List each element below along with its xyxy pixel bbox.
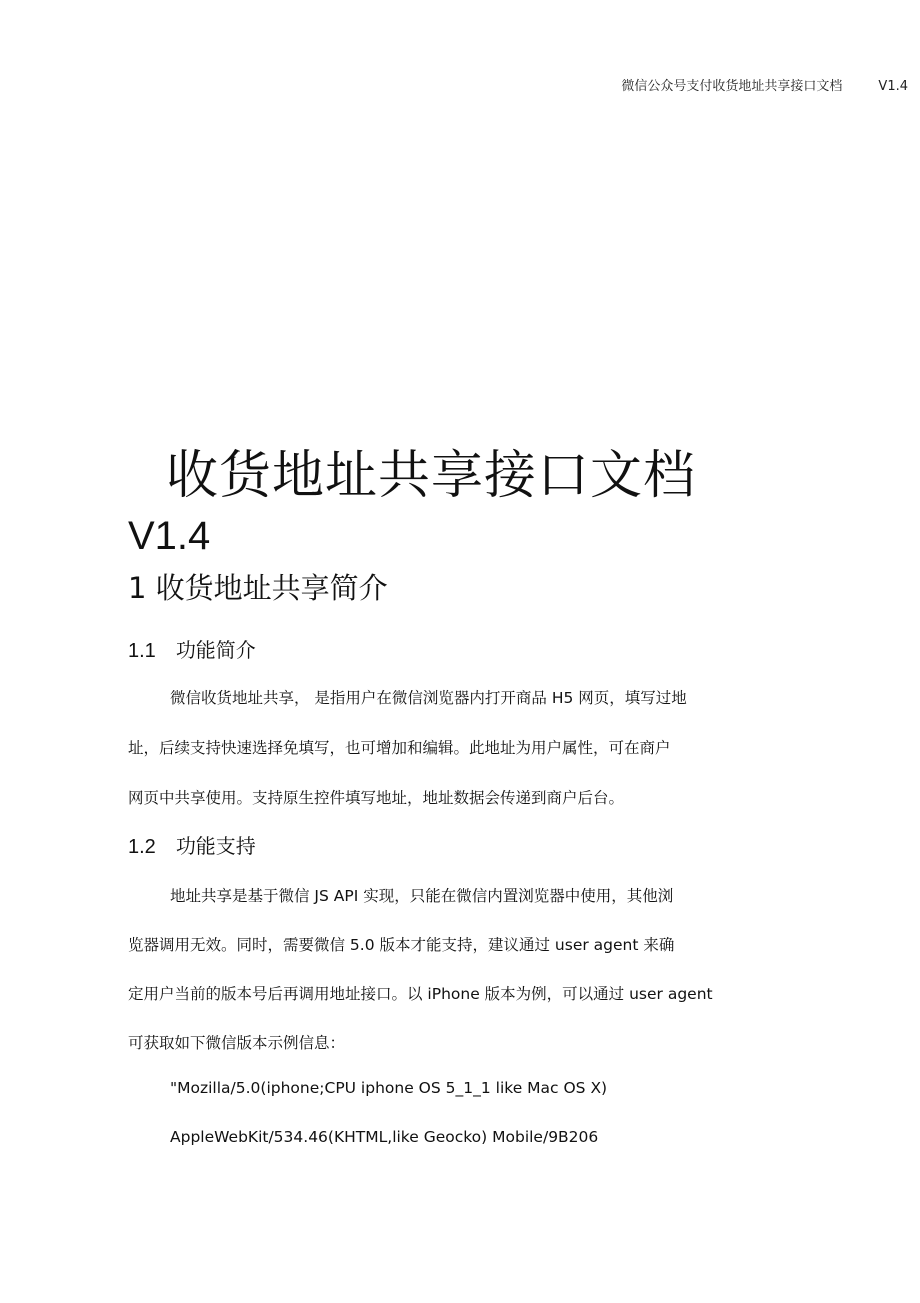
- document-version: V1.4: [128, 514, 211, 558]
- section-1-1-heading: [128, 634, 256, 663]
- section-1-1-label: 功能简介: [175, 638, 256, 662]
- code-line: AppleWebKit/534.46(KHTML,like Geocko) Mobile/9B206: [170, 1128, 599, 1146]
- running-header: [621, 75, 908, 94]
- paragraph-line: 览器调用无效。同时，需要微信 5.0 版本才能支持，建议通过 user agent 来确: [128, 936, 675, 954]
- header-doc-name: 微信公众号支付收货地址共享接口文档: [621, 79, 843, 94]
- section-1-2-number: 1.2: [128, 836, 156, 858]
- section-1-2-heading: [128, 830, 256, 859]
- paragraph-line: 可获取如下微信版本示例信息：: [128, 1034, 346, 1052]
- paragraph-line: 网页中共享使用。支持原生控件填写地址，地址数据会传递到商户后台。: [128, 789, 625, 807]
- paragraph-line: 址，后续支持快速选择免填写，也可增加和编辑。此地址为用户属性，可在商户: [128, 739, 671, 757]
- section-1-2-label: 功能支持: [175, 834, 256, 858]
- section-1-1-number: 1.1: [128, 640, 156, 662]
- paragraph-line: 定用户当前的版本号后再调用地址接口。以 iPhone 版本为例，可以通过 user agent: [128, 985, 713, 1003]
- code-line: "Mozilla/5.0(iphone;CPU iphone OS 5_1_1 like Mac OS X): [170, 1079, 608, 1097]
- document-title: 收货地址共享接口文档: [166, 446, 697, 506]
- section-1-heading: 1 收货地址共享简介: [128, 571, 388, 605]
- paragraph-line: 地址共享是基于微信 JS API 实现，只能在微信内置浏览器中使用，其他浏: [170, 887, 674, 905]
- header-version: V1.4: [878, 79, 908, 94]
- paragraph-line: 微信收货地址共享， 是指用户在微信浏览器内打开商品 H5 网页，填写过地: [170, 689, 687, 707]
